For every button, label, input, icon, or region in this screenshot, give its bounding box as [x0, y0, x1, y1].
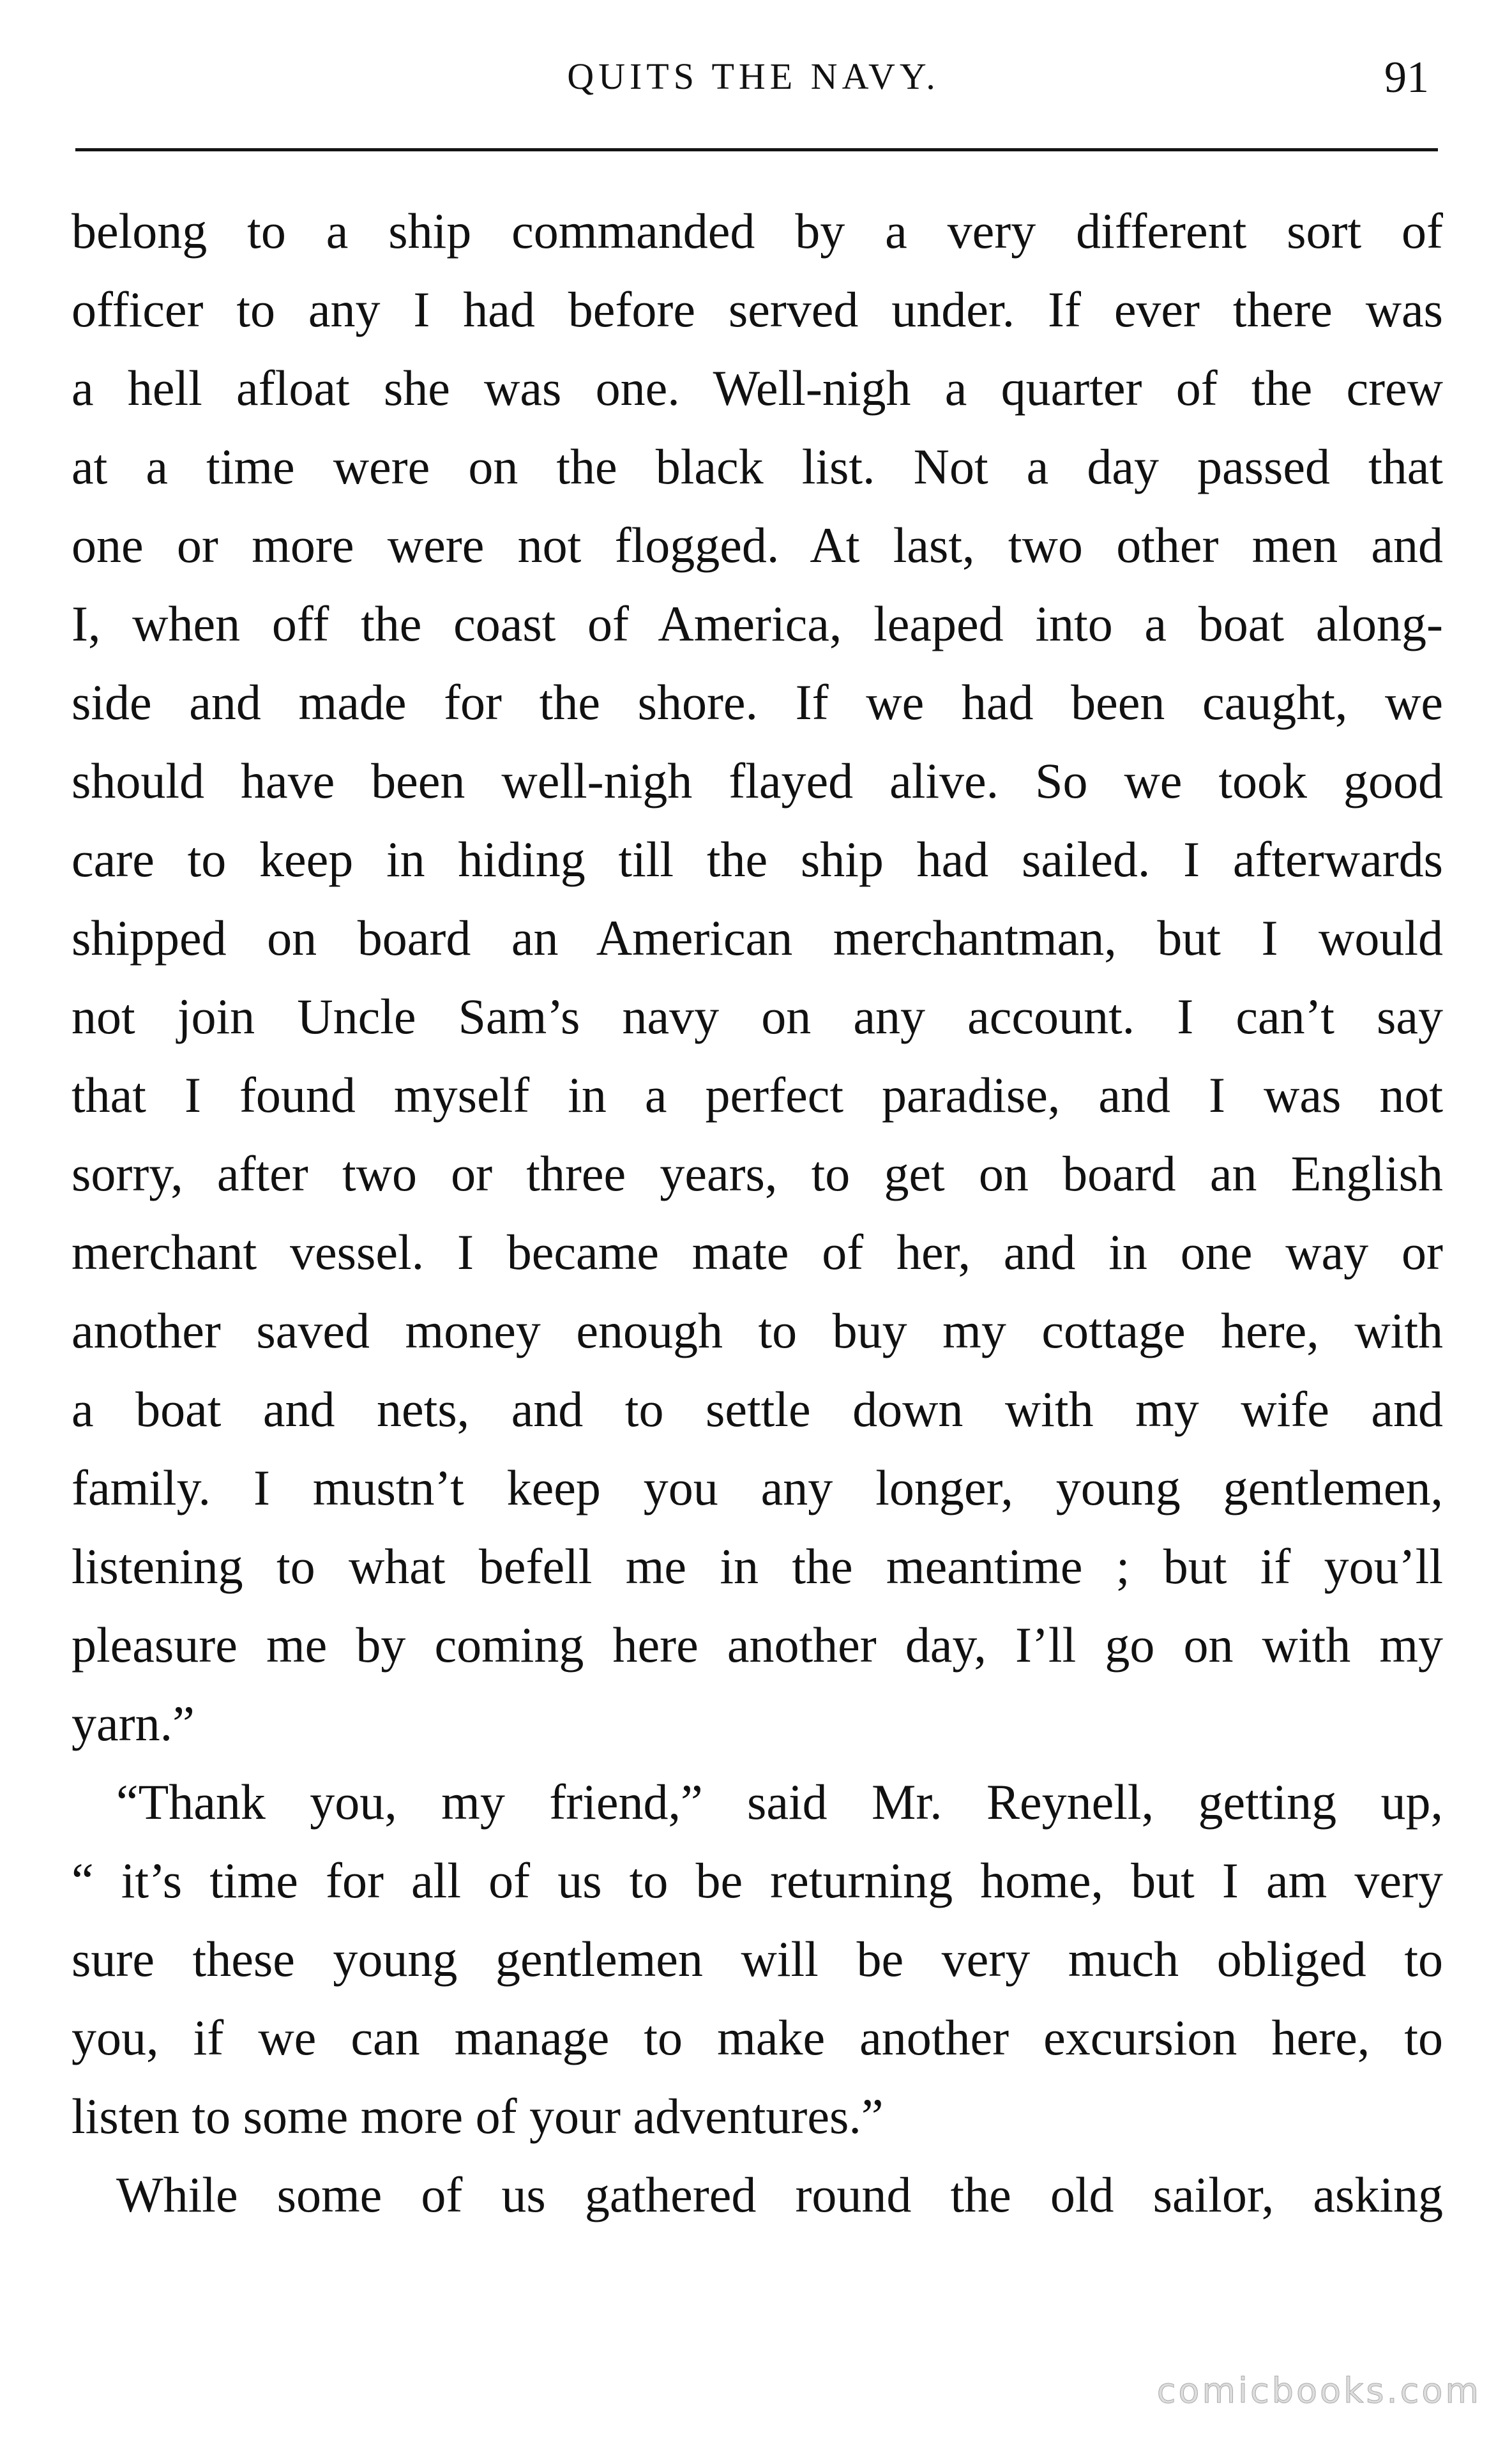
text-line: not join Uncle Sam’s navy on any account. I can’t say	[72, 989, 1443, 1044]
text-line: family. I mustn’t keep you any longer, young gentlemen,	[72, 1460, 1443, 1515]
header-rule	[75, 148, 1438, 151]
text-line: belong to a ship commanded by a very different sort of	[72, 203, 1443, 259]
text-line: officer to any I had before served under. If ever there was	[72, 282, 1443, 337]
body-text	[72, 192, 1443, 2234]
text-line: sorry, after two or three years, to get on board an English	[72, 1146, 1443, 1201]
running-header	[70, 43, 1437, 114]
text-line: I, when off the coast of America, leaped into a boat along-	[72, 596, 1443, 651]
text-line: that I found myself in a perfect paradise, and I was not	[72, 1067, 1443, 1123]
watermark: comicbooks.com	[1156, 2371, 1481, 2411]
text-line: side and made for the shore. If we had been caught, we	[72, 674, 1443, 730]
text-line: sure these young gentlemen will be very much obliged to	[72, 1931, 1443, 1987]
text-line: care to keep in hiding till the ship had sailed. I afterwards	[72, 831, 1443, 887]
text-line: should have been well-nigh flayed alive. So we took good	[72, 753, 1443, 809]
text-line: at a time were on the black list. Not a day passed that	[72, 439, 1443, 494]
text-line: merchant vessel. I became mate of her, and in one way or	[72, 1224, 1443, 1280]
text-line: shipped on board an American merchantman, but I would	[72, 910, 1443, 966]
page-number: 91	[1384, 53, 1429, 102]
text-line: a boat and nets, and to settle down with my wife and	[72, 1381, 1443, 1437]
text-line: a hell afloat she was one. Well-nigh a quarter of the crew	[72, 360, 1443, 416]
text-line: another saved money enough to buy my cottage here, with	[72, 1303, 1443, 1358]
text-line: one or more were not flogged. At last, two other men and	[72, 517, 1443, 573]
text-line: listening to what befell me in the meantime ; but if you’ll	[72, 1538, 1443, 1594]
text-line: pleasure me by coming here another day, I’ll go on with my	[72, 1617, 1443, 1673]
text-line: “ it’s time for all of us to be returning home, but I am very	[72, 1853, 1443, 1908]
chapter-title: QUITS THE NAVY.	[567, 56, 940, 97]
text-line: “Thank you, my friend,” said Mr. Reynell, getting up,	[116, 1774, 1443, 1830]
text-line: you, if we can manage to make another excursion here, to	[72, 2010, 1443, 2065]
text-line: yarn.”	[72, 1696, 195, 1751]
text-line: While some of us gathered round the old sailor, asking	[116, 2167, 1443, 2222]
text-line: listen to some more of your adventures.”	[72, 2088, 884, 2144]
